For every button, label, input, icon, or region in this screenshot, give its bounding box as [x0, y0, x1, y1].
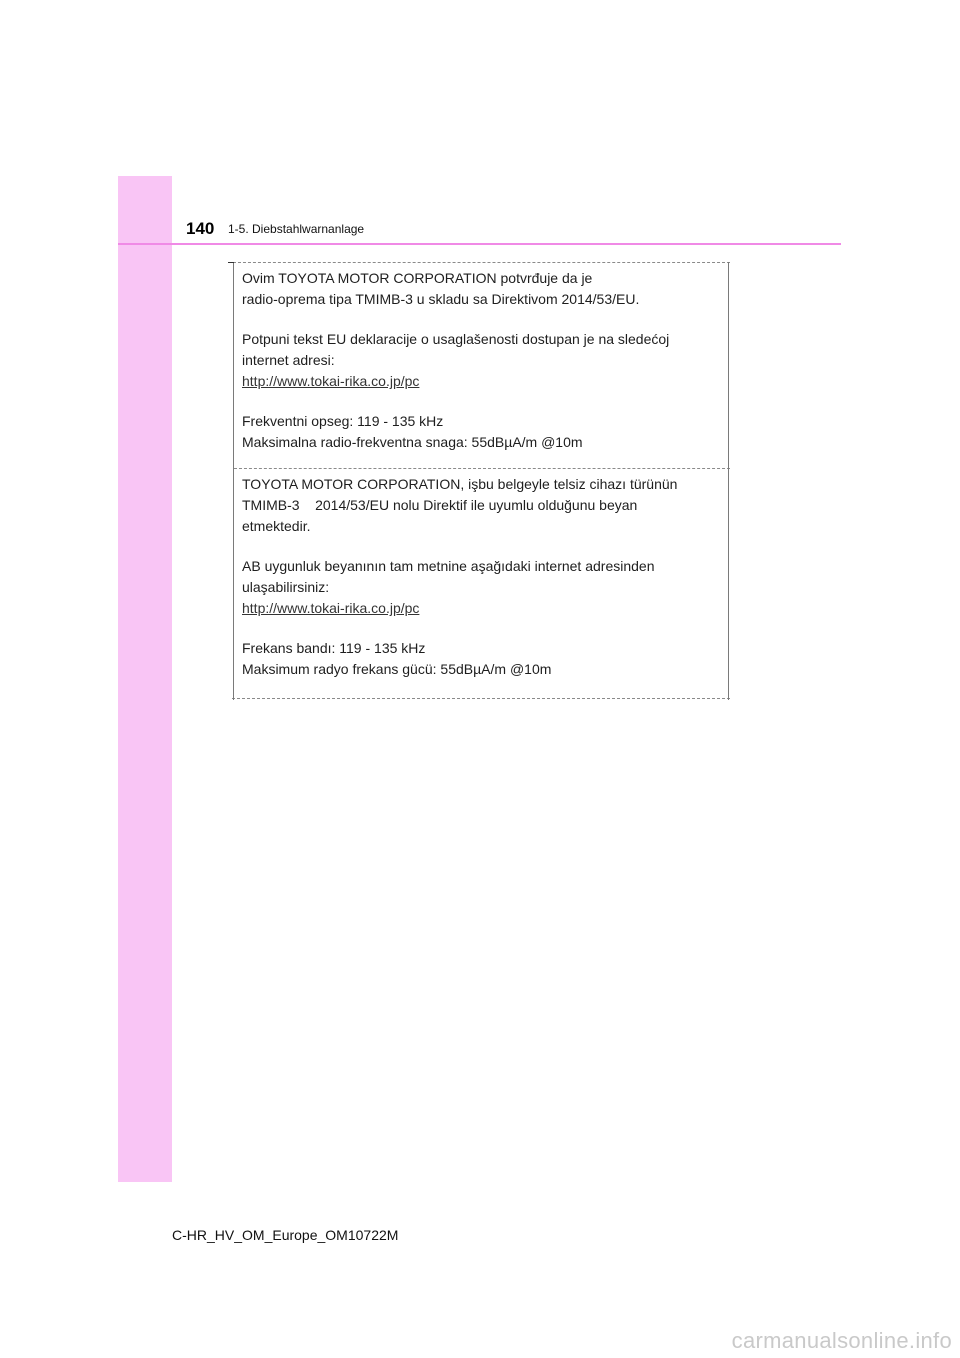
box-border-left	[233, 262, 234, 700]
document-id: C-HR_HV_OM_Europe_OM10722M	[172, 1227, 399, 1243]
box-border-right	[728, 262, 729, 700]
page-sidebar-tab	[118, 176, 172, 1182]
site-watermark: carmanualsonline.info	[731, 1328, 952, 1353]
box-border-top	[228, 262, 730, 263]
tr-statement-line2: TMIMB-3 2014/53/EU nolu Direktif ile uyumlu olduğunu beyan	[242, 497, 638, 513]
bs-statement-line2: radio-oprema tipa TMIMB-3 u skladu sa Direktivom 2014/53/EU.	[242, 291, 640, 307]
serbian-declaration	[242, 268, 722, 453]
bs-frequency: Frekventni opseg: 119 - 135 kHz	[242, 413, 444, 429]
tr-power: Maksimum radyo frekans gücü: 55dBµA/m @10m	[242, 661, 552, 677]
bs-declaration-link[interactable]: http://www.tokai-rika.co.jp/pc	[242, 373, 420, 389]
bs-availability-line1: Potpuni tekst EU deklaracije o usaglašenosti dostupan je na sledećoj	[242, 331, 670, 347]
bs-availability-line2: internet adresi:	[242, 352, 335, 368]
bs-statement-line1: Ovim TOYOTA MOTOR CORPORATION potvrđuje da je	[242, 270, 593, 286]
tr-statement-line1: TOYOTA MOTOR CORPORATION, işbu belgeyle telsiz cihazı türünün	[242, 476, 678, 492]
header-rule	[118, 243, 841, 245]
box-border-bottom	[232, 698, 730, 699]
tr-declaration-link[interactable]: http://www.tokai-rika.co.jp/pc	[242, 600, 420, 616]
tr-availability-line1: AB uygunluk beyanının tam metnine aşağıdaki internet adresinden	[242, 558, 655, 574]
tr-frequency: Frekans bandı: 119 - 135 kHz	[242, 640, 426, 656]
turkish-declaration	[242, 474, 722, 680]
section-title: 1-5. Diebstahlwarnanlage	[228, 222, 365, 236]
page-number: 140	[186, 219, 215, 238]
tr-availability-line2: ulaşabilirsiniz:	[242, 579, 330, 595]
declaration-scan	[228, 262, 730, 700]
tr-statement-line3: etmektedir.	[242, 518, 311, 534]
box-divider	[234, 468, 730, 469]
bs-power: Maksimalna radio-frekventna snaga: 55dBµA/m @10m	[242, 434, 583, 450]
corner-tick	[228, 262, 234, 263]
